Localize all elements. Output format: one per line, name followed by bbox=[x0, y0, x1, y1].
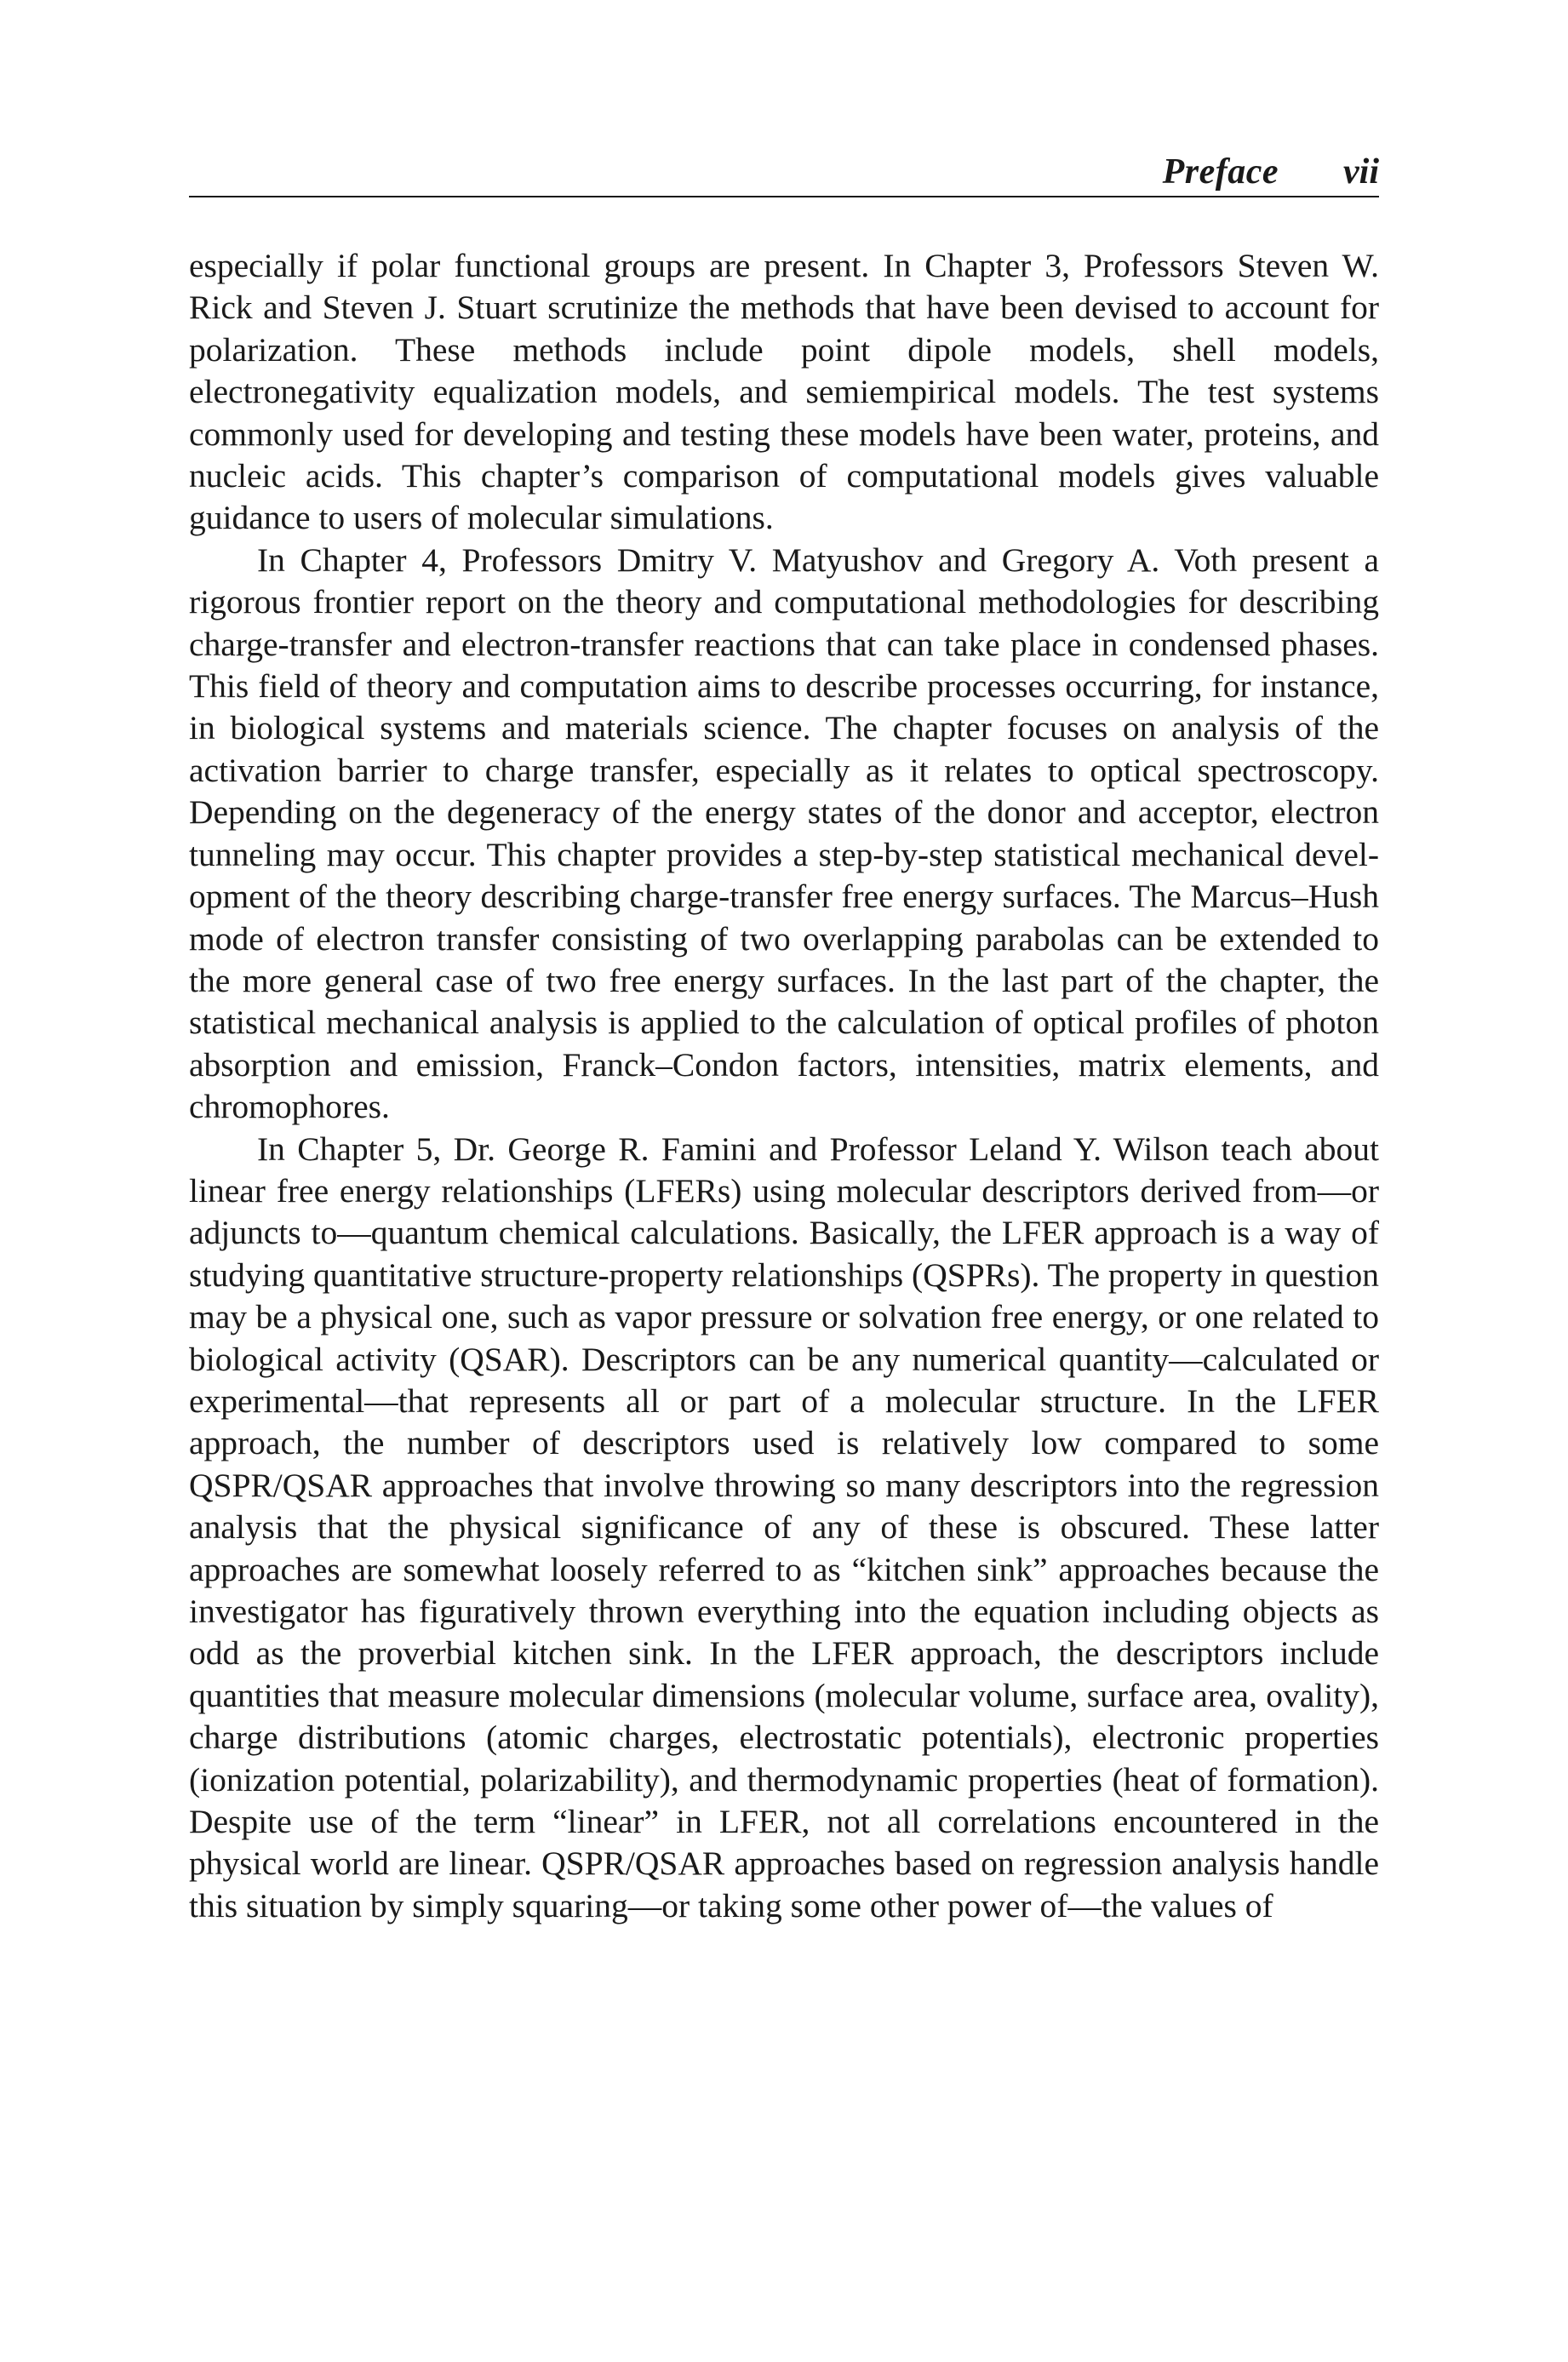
body-text bbox=[189, 245, 1379, 1927]
running-head bbox=[189, 145, 1379, 197]
page-number: vii bbox=[1343, 152, 1379, 192]
running-head-title: Preface bbox=[1162, 152, 1279, 192]
book-page bbox=[189, 145, 1379, 1927]
paragraph-chapter-3: especially if polar functional groups are present. In Chapter 3, Professors Steven W. Rick and Steven J. Stuart scrutinize the methods that have been devised to account for polarization. These methods include point dipole models, shell models, electronegativity equalization models, and semiempirical models. The test systems commonly used for developing and testing these models have been water, proteins, and nucleic acids. This chapter’s comparison of computational models gives valuable guidance to users of molecular simulations. bbox=[189, 247, 1379, 537]
paragraph-chapter-4: In Chapter 4, Professors Dmitry V. Matyushov and Gregory A. Voth present a rigorous frontier report on the theory and computational methodologies for describing charge-transfer and electron-transfer reactions that can take place in condensed phases. This field of theory and computation aims to describe processes occurring, for instance, in biological systems and materials science. The chapter focuses on analysis of the activation barrier to charge transfer, especially as it relates to optical spectroscopy. Depending on the degeneracy of the energy states of the donor and acceptor, electron tunneling may occur. This chapter provides a step-by-step statistical mechanical development of the theory describing charge-transfer free energy surfaces. The Marcus–Hush mode of electron transfer consisting of two overlapping parabolas can be extended to the more general case of two free energy surfaces. In the last part of the chapter, the statistical mechanical analysis is applied to the calculation of optical profiles of photon absorption and emission, Franck–Condon factors, intensities, matrix elements, and chromophores. bbox=[189, 540, 1379, 1126]
paragraph-chapter-5: In Chapter 5, Dr. George R. Famini and Professor Leland Y. Wilson teach about linear free energy relationships (LFERs) using molecular descriptors derived from—or adjuncts to—quantum chemical calculations. Basically, the LFER approach is a way of studying quantitative structure-property relationships (QSPRs). The property in question may be a physical one, such as vapor pressure or solvation free energy, or one related to biological activity (QSAR). Descriptors can be any numerical quantity—calculated or experimental—that represents all or part of a molecular structure. In the LFER approach, the number of descriptors used is relatively low compared to some QSPR/QSAR approaches that involve throwing so many descriptors into the regression analysis that the physical significance of any of these is obscured. These latter approaches are somewhat loosely referred to as “kitchen sink” approaches because the investigator has figuratively thrown everything into the equation including objects as odd as the proverbial kitchen sink. In the LFER approach, the descriptors include quantities that measure molecular dimensions (molecular volume, surface area, ovality), charge distributions (atomic charges, electrostatic potentials), electronic properties (ionization potential, polarizability), and thermodynamic properties (heat of formation). Despite use of the term “linear” in LFER, not all correlations encountered in the physical world are linear. QSPR/QSAR approaches based on regression analysis handle this situation by simply squaring—or taking some other power of—the values of bbox=[189, 1130, 1380, 1924]
